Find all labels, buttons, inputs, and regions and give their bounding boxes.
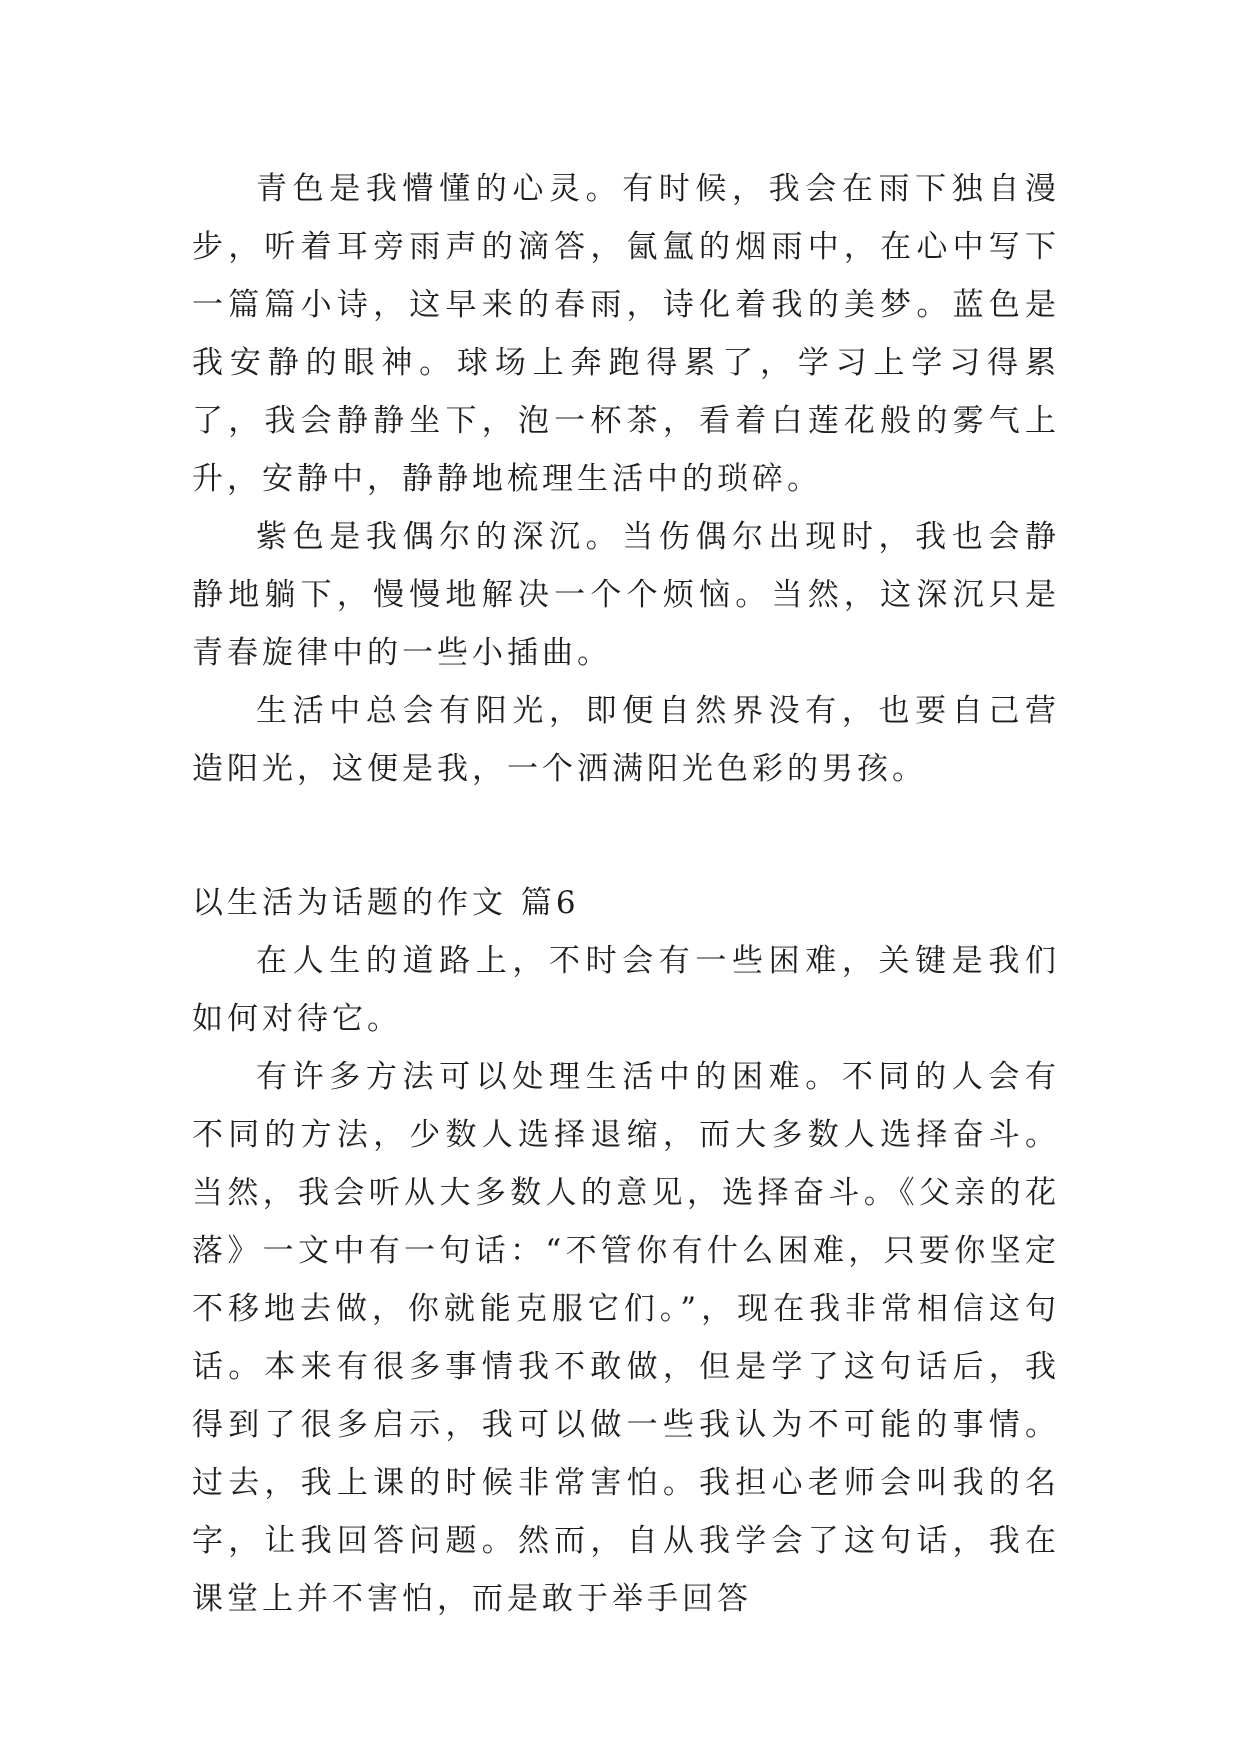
paragraph-sunshine: 生活中总会有阳光，即便自然界没有，也要自己营造阳光，这便是我，一个洒满阳光色彩的男孩。 — [192, 693, 1060, 787]
paragraph-cyan-blue: 青色是我懵懂的心灵。有时候，我会在雨下独自漫步，听着耳旁雨声的滴答，氤氲的烟雨中，在心中写下一篇篇小诗，这早来的春雨，诗化着我的美梦。蓝色是我安静的眼神。球场上奔跑得累了，学习上学习得累了，我会静静坐下，泡一杯茶，看着白莲花般的雾气上升，安静中，静静地梳理生活中的琐碎。 — [192, 171, 1060, 497]
paragraph-purple: 紫色是我偶尔的深沉。当伤偶尔出现时，我也会静静地躺下，慢慢地解决一个个烦恼。当然，这深沉只是青春旋律中的一些小插曲。 — [192, 519, 1060, 671]
document-body — [192, 160, 1060, 1628]
paragraph-methods: 有许多方法可以处理生活中的困难。不同的人会有不同的方法，少数人选择退缩，而大多数人选择奋斗。当然，我会听从大多数人的意见，选择奋斗。《父亲的花落》一文中有一句话：“不管你有什么困难，只要你坚定不移地去做，你就能克服它们。”，现在我非常相信这句话。本来有很多事情我不敢做，但是学了这句话后，我得到了很多启示，我可以做一些我认为不可能的事情。过去，我上课的时候非常害怕。我担心老师会叫我的名字，让我回答问题。然而，自从我学会了这句话，我在课堂上并不害怕，而是敢于举手回答 — [192, 1059, 1060, 1617]
paragraph-road-of-life: 在人生的道路上，不时会有一些困难，关键是我们如何对待它。 — [192, 943, 1060, 1037]
section-heading: 以生活为话题的作文 篇6 — [192, 885, 580, 921]
